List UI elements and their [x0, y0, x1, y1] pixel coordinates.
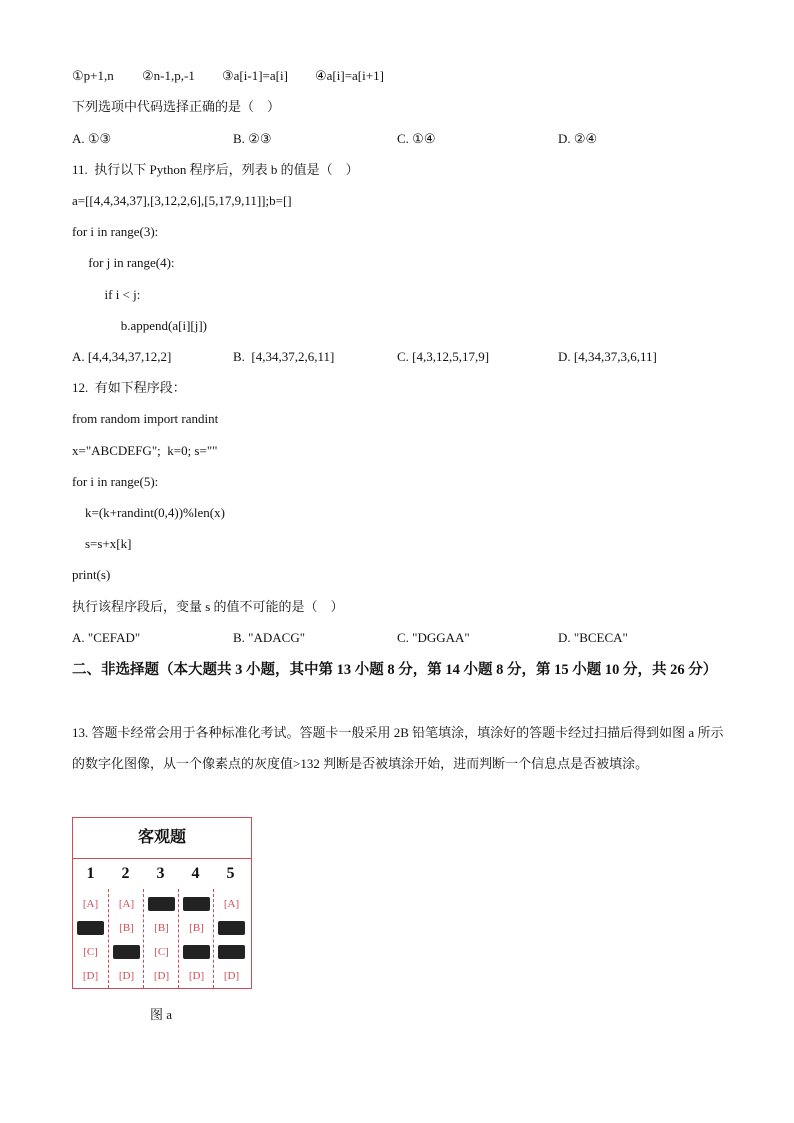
q10-option-b: B. ②③ [233, 131, 272, 146]
figure-column-headers [73, 859, 251, 889]
filled-bubble [183, 897, 210, 911]
figure-title: 客观题 [73, 818, 251, 859]
answer-bubble: [A] [82, 898, 99, 910]
column-number: 1 [86, 865, 95, 882]
q11-stem: 11. 执行以下 Python 程序后，列表 b 的值是（ ） [72, 162, 359, 177]
answer-sheet-figure [72, 817, 252, 989]
choice-2: ②n-1,p,-1 [142, 68, 195, 83]
column-number: 4 [191, 865, 200, 882]
q10-option-a: A. ①③ [72, 131, 112, 146]
figure-caption: 图 a [150, 1007, 173, 1022]
answer-bubble: [B] [119, 922, 134, 934]
q10-options [72, 130, 732, 148]
q11-option-a: A. [4,4,34,37,12,2] [72, 349, 172, 364]
answer-bubble: [D] [82, 970, 99, 982]
filled-bubble [113, 945, 140, 959]
q10-prompt: 下列选项中代码选择正确的是（ ） [72, 99, 281, 114]
filled-bubble [148, 897, 175, 911]
q11-option-d: D. [4,34,37,3,6,11] [558, 349, 657, 364]
q11-option-c: C. [4,3,12,5,17,9] [397, 349, 490, 364]
choice-4: ④a[i]=a[i+1] [315, 68, 384, 83]
q11-code-line: if i < j: [72, 287, 141, 302]
q10-option-d: D. ②④ [558, 131, 598, 146]
bubble-column [73, 889, 108, 988]
bubble-column [108, 889, 144, 988]
column-number: 3 [156, 865, 165, 882]
q11-code-line: a=[[4,4,34,37],[3,12,2,6],[5,17,9,11]];b=[] [72, 193, 292, 208]
column-number: 2 [121, 865, 130, 882]
q13-text: 13. 答题卡经常会用于各种标准化考试。答题卡一般采用 2B 铅笔填涂，填涂好的答题卡经过扫描后得到如图 a 所示的数字化图像，从一个像素点的灰度值>132 判断是否被填涂开始，进而判断一个信息点是否被填涂。 [72, 725, 724, 771]
q12-option-c: C. "DGGAA" [397, 630, 470, 645]
filled-bubble [77, 921, 104, 935]
choice-3: ③a[i-1]=a[i] [222, 68, 288, 83]
answer-bubble: [D] [188, 970, 205, 982]
answer-bubble: [C] [154, 946, 169, 958]
q12-code-line: s=s+x[k] [72, 536, 132, 551]
answer-bubble: [D] [153, 970, 170, 982]
q12-code-line: from random import randint [72, 411, 219, 426]
q12-option-a: A. "CEFAD" [72, 630, 141, 645]
answer-choices-row [72, 67, 732, 85]
column-number: 5 [226, 865, 235, 882]
bubble-column [143, 889, 179, 988]
filled-bubble [218, 945, 245, 959]
q12-prompt: 执行该程序段后，变量 s 的值不可能的是（ ） [72, 599, 344, 614]
q12-option-b: B. "ADACG" [233, 630, 306, 645]
section-heading: 二、非选择题（本大题共 3 小题，其中第 13 小题 8 分，第 14 小题 8 分，第 15 小题 10 分，共 26 分） [72, 662, 718, 678]
q12-options [72, 629, 732, 647]
q12-stem: 12. 有如下程序段： [72, 380, 186, 395]
filled-bubble [183, 945, 210, 959]
q11-option-b: B. [4,34,37,2,6,11] [233, 349, 335, 364]
q10-option-c: C. ①④ [397, 131, 436, 146]
answer-bubble: [D] [223, 970, 240, 982]
answer-bubble: [D] [118, 970, 135, 982]
bubble-grid [73, 889, 251, 988]
q12-code-line: x="ABCDEFG"; k=0; s="" [72, 443, 218, 458]
answer-bubble: [A] [223, 898, 240, 910]
answer-bubble: [B] [154, 922, 169, 934]
answer-bubble: [B] [189, 922, 204, 934]
q12-code-line: k=(k+randint(0,4))%len(x) [72, 505, 225, 520]
q12-option-d: D. "BCECA" [558, 630, 628, 645]
q11-options [72, 348, 732, 366]
answer-bubble: [A] [118, 898, 135, 910]
answer-bubble: [C] [83, 946, 98, 958]
choice-1: ①p+1,n [72, 68, 114, 83]
filled-bubble [218, 921, 245, 935]
q11-code-line: b.append(a[i][j]) [72, 318, 208, 333]
q11-code-line: for i in range(3): [72, 224, 159, 239]
bubble-column [178, 889, 214, 988]
q12-code-line: for i in range(5): [72, 474, 159, 489]
bubble-column [213, 889, 249, 988]
q11-code-line: for j in range(4): [72, 255, 175, 270]
q12-code-line: print(s) [72, 567, 111, 582]
